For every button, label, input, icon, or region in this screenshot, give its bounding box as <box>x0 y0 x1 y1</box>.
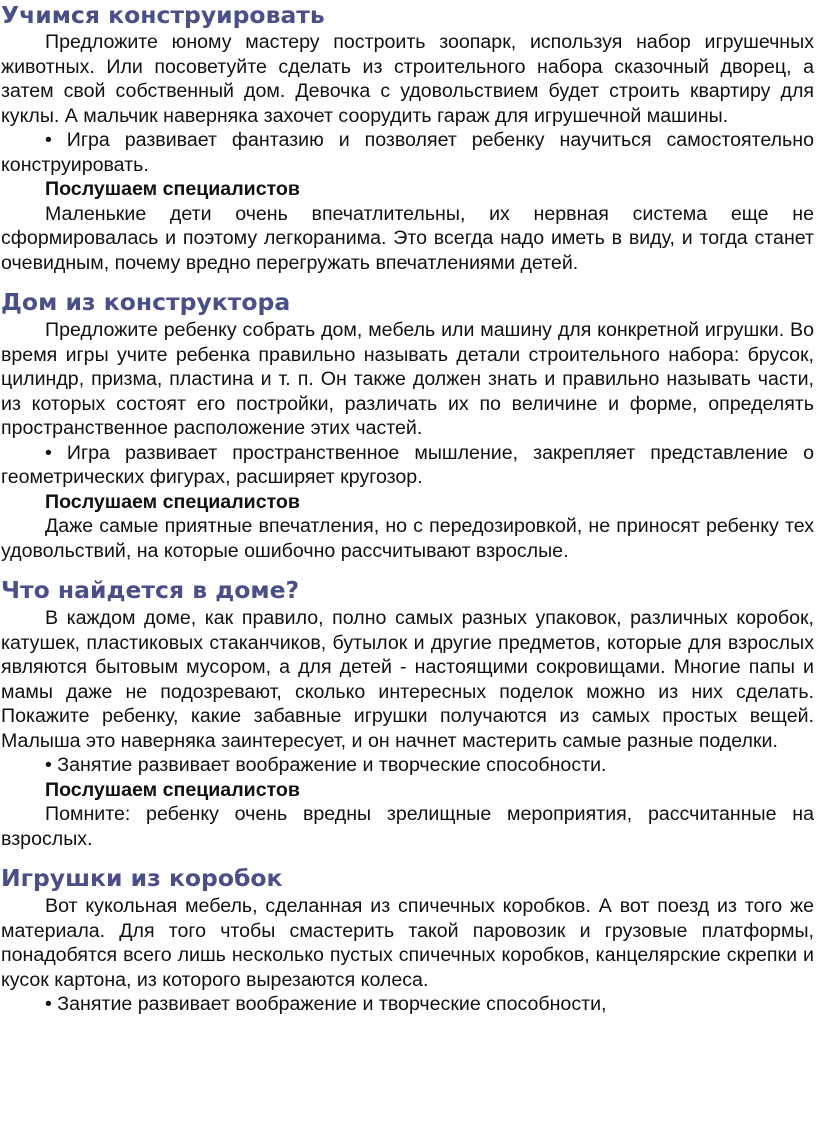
section-bullet: • Занятие развивает воображение и творческие способности. <box>45 754 607 776</box>
section-intro: Предложите юному мастеру построить зоопарк, используя набор игрушечных животных. Или посоветуйте сделать из строительного набора сказочный дворец, а затем свой собственный дом. Девочка с удовольствием будет строить квартиру для куклы. А мальчик наверняка захочет соорудить гараж для игрушечной машины. <box>1 31 814 127</box>
section-learn-construct <box>1 0 814 275</box>
expert-text: Даже самые приятные впечатления, но с передозировкой, не приносят ребенку тех удовольствий, на которые ошибочно рассчитывают взрослые. <box>1 515 814 562</box>
section-found-at-home <box>1 574 814 851</box>
section-intro: Вот кукольная мебель, сделанная из спичечных коробков. А вот поезд из того же материала. Для того чтобы смастерить такой паровозик и грузовые платформы, понадобятся всего лишь несколько пустых спичечных коробков, канцелярские скрепки и кусок картона, из которого вырезаются колеса. <box>1 895 814 991</box>
section-title: Дом из конструктора <box>1 288 291 316</box>
section-title: Что найдется в доме? <box>1 576 300 604</box>
section-box-toys <box>1 862 814 1017</box>
section-bullet: • Занятие развивает воображение и творческие способности, <box>45 993 607 1015</box>
expert-text: Маленькие дети очень впечатлительны, их нервная система еще не сформировалась и поэтому легкоранима. Это всегда надо иметь в виду, и тогда станет очевидным, почему вредно перегружать впечатлениями детей. <box>1 202 814 274</box>
expert-heading: Послушаем специалистов <box>45 490 300 513</box>
section-constructor-house <box>1 286 814 563</box>
section-bullet: • Игра развивает фантазию и позволяет ребенку научиться самостоятельно конструировать. <box>1 129 814 176</box>
expert-heading: Послушаем специалистов <box>45 178 300 200</box>
section-bullet: • Игра развивает пространственное мышление, закрепляет представление о геометрических фигурах, расширяет кругозор. <box>1 441 814 488</box>
section-intro: В каждом доме, как правило, полно самых разных упаковок, различных коробок, катушек, пластиковых стаканчиков, бутылок и другие предметов, которые для взрослых являются бытовым мусором, а для детей - настоящими сокровищами. Многие папы и мамы даже не подозревают, сколько интересных поделок можно из них сделать. Покажите ребенку, какие забавные игрушки получаются из самых простых вещей. Малыша это наверняка заинтересует, и он начнет мастерить самые разные поделки. <box>1 607 814 752</box>
section-intro: Предложите ребенку собрать дом, мебель или машину для конкретной игрушки. Во время игры учите ребенка правильно называть детали строительного набора: брусок, цилиндр, призма, пластина и т. п. Он также должен знать и правильно называть части, из которых состоят его постройки, различать их по величине и форме, определять пространственное расположение этих частей. <box>1 319 814 439</box>
section-title: Учимся конструировать <box>1 1 325 29</box>
section-title: Игрушки из коробок <box>1 864 283 892</box>
expert-text: Помните: ребенку очень вредны зрелищные мероприятия, рассчитанные на взрослых. <box>1 803 814 850</box>
expert-heading: Послушаем специалистов <box>45 778 300 801</box>
